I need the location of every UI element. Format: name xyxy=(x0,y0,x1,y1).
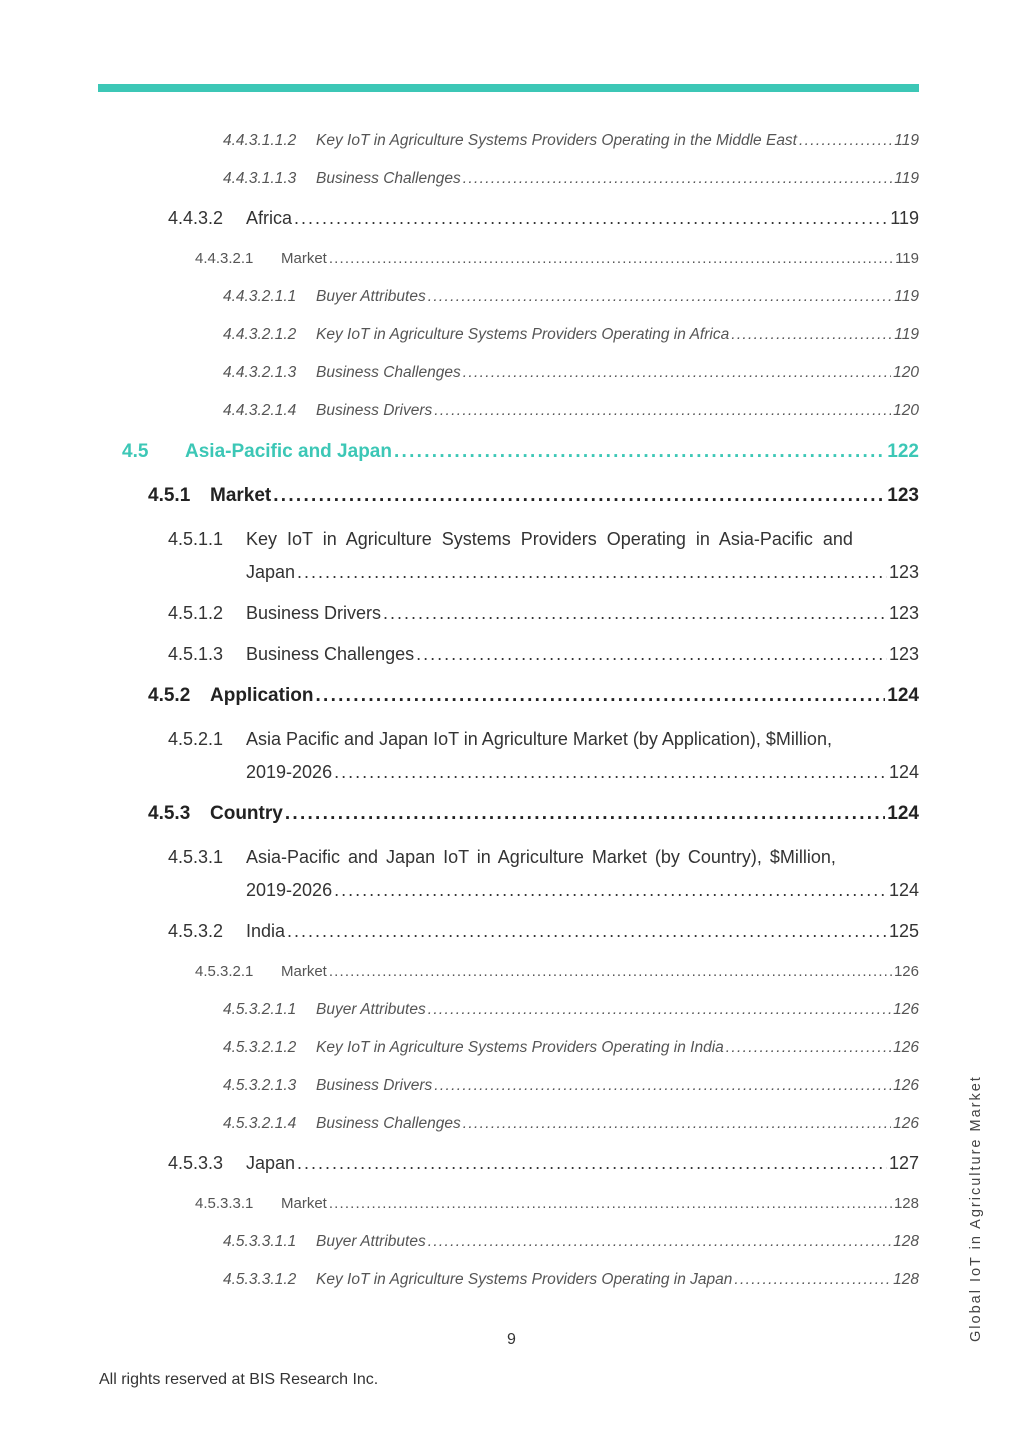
toc-leader-dots xyxy=(334,762,887,783)
toc-entry-page: 119 xyxy=(894,132,919,149)
toc-entry-page: 127 xyxy=(888,1153,919,1173)
toc-entry-number: 4.4.3.2.1.1 xyxy=(223,288,297,305)
toc-entry-page: 124 xyxy=(888,880,919,900)
toc-leader-dots xyxy=(294,208,888,229)
toc-entry-title: Key IoT in Agriculture Systems Providers Operating in the Middle East xyxy=(316,132,797,149)
toc-entry-number: 4.4.3.2.1 xyxy=(195,250,254,267)
toc-entry-number: 4.5.2.1 xyxy=(168,729,224,749)
toc-subsection-entry[interactable] xyxy=(148,685,919,707)
toc-entry-title: Business Drivers xyxy=(316,402,433,419)
toc-entry-number: 4.5.3.3.1.2 xyxy=(223,1271,297,1288)
toc-entry-number: 4.5 xyxy=(122,441,149,462)
toc-entry-page: 126 xyxy=(893,1039,919,1056)
toc-entry[interactable] xyxy=(223,1115,919,1133)
toc-entry-page: 128 xyxy=(893,1195,919,1212)
toc-leader-dots xyxy=(434,1077,891,1095)
toc-entry-page: 120 xyxy=(893,402,919,419)
toc-entry[interactable] xyxy=(168,847,867,868)
toc-entry-title: Japan xyxy=(246,1153,296,1173)
toc-entry-title: Buyer Attributes xyxy=(316,1001,426,1018)
toc-entry-title: Market xyxy=(281,1195,327,1212)
toc-entry-number: 4.5.3.2.1 xyxy=(195,963,254,980)
toc-entry-number: 4.5.2 xyxy=(148,685,191,706)
toc-entry[interactable] xyxy=(223,364,919,382)
toc-entry[interactable] xyxy=(223,1001,919,1019)
toc-entry-title: Country xyxy=(210,803,283,824)
toc-entry-title: Business Drivers xyxy=(316,1077,433,1094)
toc-entry-continuation[interactable] xyxy=(246,762,919,783)
toc-entry-number: 4.5.3.3 xyxy=(168,1153,224,1173)
toc-entry-continuation[interactable] xyxy=(246,562,919,583)
toc-subsection-entry[interactable] xyxy=(148,803,919,825)
toc-leader-dots xyxy=(383,603,887,624)
toc-leader-dots xyxy=(329,1195,892,1212)
toc-entry[interactable] xyxy=(168,644,919,665)
toc-entry-title-continued: 2019-2026 xyxy=(246,762,333,782)
toc-entry-number: 4.5.1.1 xyxy=(168,529,224,549)
toc-entry[interactable] xyxy=(223,1233,919,1251)
header-accent-bar xyxy=(98,84,919,92)
toc-entry-number: 4.4.3.2 xyxy=(168,208,224,228)
toc-entry-title: Business Challenges xyxy=(316,364,461,381)
toc-entry-title: Buyer Attributes xyxy=(316,1233,426,1250)
toc-entry-title-continued: 2019-2026 xyxy=(246,880,333,900)
toc-entry-page: 126 xyxy=(893,1001,919,1018)
toc-entry[interactable] xyxy=(223,132,919,150)
toc-entry-page: 120 xyxy=(893,364,919,381)
toc-entry-title-continued: Japan xyxy=(246,562,296,582)
toc-entry-page: 124 xyxy=(888,762,919,782)
toc-entry-page: 119 xyxy=(890,208,919,228)
toc-entry-number: 4.5.3 xyxy=(148,803,191,824)
toc-entry-number: 4.5.3.2.1.2 xyxy=(223,1039,297,1056)
toc-leader-dots xyxy=(726,1039,891,1057)
toc-entry-title: Business Challenges xyxy=(316,170,461,187)
toc-entry-page: 126 xyxy=(893,1115,919,1132)
toc-leader-dots xyxy=(416,644,887,665)
toc-leader-dots xyxy=(297,562,887,583)
toc-entry[interactable] xyxy=(223,1039,919,1057)
toc-entry-title: Application xyxy=(210,685,314,706)
toc-entry-number: 4.5.3.1 xyxy=(168,847,224,867)
toc-entry-number: 4.5.3.2.1.3 xyxy=(223,1077,297,1094)
toc-entry[interactable] xyxy=(195,963,919,980)
toc-entry-number: 4.4.3.1.1.3 xyxy=(223,170,297,187)
toc-entry-title: Key IoT in Agriculture Systems Providers Operating in India xyxy=(316,1039,724,1056)
toc-entry-title: Market xyxy=(281,250,327,267)
toc-entry-number: 4.4.3.2.1.3 xyxy=(223,364,297,381)
toc-entry-title: Key IoT in Agriculture Systems Providers Operating in Africa xyxy=(316,326,730,343)
toc-entry-title: Business Drivers xyxy=(246,603,382,623)
toc-entry-number: 4.5.3.2.1.4 xyxy=(223,1115,297,1132)
toc-entry-title: Asia-Pacific and Japan IoT in Agriculture Market (by Country), $Million, xyxy=(246,847,836,867)
toc-leader-dots xyxy=(428,288,893,306)
toc-entry-page: 119 xyxy=(894,326,919,343)
toc-entry[interactable] xyxy=(168,1153,919,1174)
toc-leader-dots xyxy=(315,685,885,707)
toc-entry-page: 123 xyxy=(888,644,919,664)
toc-leader-dots xyxy=(334,880,887,901)
toc-entry-number: 4.5.1.2 xyxy=(168,603,224,623)
toc-leader-dots xyxy=(287,921,887,942)
toc-entry[interactable] xyxy=(168,208,919,229)
toc-entry-page: 125 xyxy=(888,921,919,941)
toc-leader-dots xyxy=(329,250,893,267)
toc-entry-title: Asia Pacific and Japan IoT in Agriculture Market (by Application), $Million, xyxy=(246,729,832,749)
toc-entry-page: 123 xyxy=(888,603,919,623)
toc-leader-dots xyxy=(329,963,892,980)
toc-entry[interactable] xyxy=(168,921,919,942)
toc-leader-dots xyxy=(297,1153,887,1174)
toc-leader-dots xyxy=(463,1115,891,1133)
toc-entry-title: Market xyxy=(210,485,272,506)
toc-entry-title: Market xyxy=(281,963,327,980)
toc-entry-page: 122 xyxy=(887,441,919,462)
toc-leader-dots xyxy=(428,1001,891,1019)
toc-leader-dots xyxy=(428,1233,891,1251)
toc-leader-dots xyxy=(463,364,891,382)
toc-entry[interactable] xyxy=(223,1271,919,1289)
toc-entry-title: Asia-Pacific and Japan xyxy=(185,441,392,462)
toc-entry-title: Key IoT in Agriculture Systems Providers Operating in Asia-Pacific and xyxy=(246,529,853,549)
toc-leader-dots xyxy=(394,441,885,463)
toc-entry[interactable] xyxy=(168,603,919,624)
toc-entry[interactable] xyxy=(195,250,919,267)
toc-entry-page: 119 xyxy=(894,288,919,305)
toc-leader-dots xyxy=(734,1271,891,1289)
toc-entry-number: 4.4.3.2.1.4 xyxy=(223,402,297,419)
toc-entry-page: 128 xyxy=(893,1271,919,1288)
toc-section-entry[interactable] xyxy=(122,441,919,463)
toc-entry-page: 124 xyxy=(887,803,919,824)
toc-entry-number: 4.5.1 xyxy=(148,485,191,506)
toc-entry-page: 123 xyxy=(887,485,919,506)
toc-entry-page: 124 xyxy=(887,685,919,706)
footer-copyright: All rights reserved at BIS Research Inc. xyxy=(99,1371,379,1388)
toc-entry-continuation[interactable] xyxy=(246,880,919,901)
toc-entry-title: Key IoT in Agriculture Systems Providers Operating in Japan xyxy=(316,1271,733,1288)
toc-leader-dots xyxy=(799,132,892,150)
toc-entry-number: 4.5.3.3.1 xyxy=(195,1195,254,1212)
toc-leader-dots xyxy=(285,803,885,825)
toc-entry-title: Africa xyxy=(246,208,293,228)
toc-entry-page: 119 xyxy=(894,170,919,187)
toc-entry[interactable] xyxy=(223,402,919,420)
toc-entry-number: 4.5.3.3.1.1 xyxy=(223,1233,297,1250)
toc-entry[interactable] xyxy=(223,170,919,188)
toc-entry-number: 4.4.3.1.1.2 xyxy=(223,132,297,149)
toc-entry-page: 126 xyxy=(893,963,919,980)
toc-entry-title: Buyer Attributes xyxy=(316,288,426,305)
toc-entry[interactable] xyxy=(223,288,919,306)
toc-entry-page: 119 xyxy=(895,250,919,267)
toc-entry-number: 4.5.3.2 xyxy=(168,921,224,941)
toc-entry-page: 126 xyxy=(893,1077,919,1094)
toc-leader-dots xyxy=(731,326,892,344)
toc-entry-title: Business Challenges xyxy=(246,644,415,664)
toc-entry[interactable] xyxy=(168,529,867,550)
toc-entry[interactable] xyxy=(168,729,867,750)
toc-leader-dots xyxy=(273,485,885,507)
toc-leader-dots xyxy=(434,402,891,420)
toc-entry-page: 128 xyxy=(893,1233,919,1250)
toc-entry-page: 123 xyxy=(888,562,919,582)
toc-entry-title: India xyxy=(246,921,286,941)
toc-entry[interactable] xyxy=(223,1077,919,1095)
toc-entry[interactable] xyxy=(195,1195,919,1212)
toc-subsection-entry[interactable] xyxy=(148,485,919,507)
toc-entry[interactable] xyxy=(223,326,919,344)
toc-entry-number: 4.5.1.3 xyxy=(168,644,224,664)
toc-entry-number: 4.5.3.2.1.1 xyxy=(223,1001,297,1018)
page-number: 9 xyxy=(507,1331,516,1348)
toc-entry-number: 4.4.3.2.1.2 xyxy=(223,326,297,343)
side-report-title: Global IoT in Agriculture Market xyxy=(968,1075,984,1342)
toc-leader-dots xyxy=(463,170,893,188)
toc-entry-title: Business Challenges xyxy=(316,1115,461,1132)
